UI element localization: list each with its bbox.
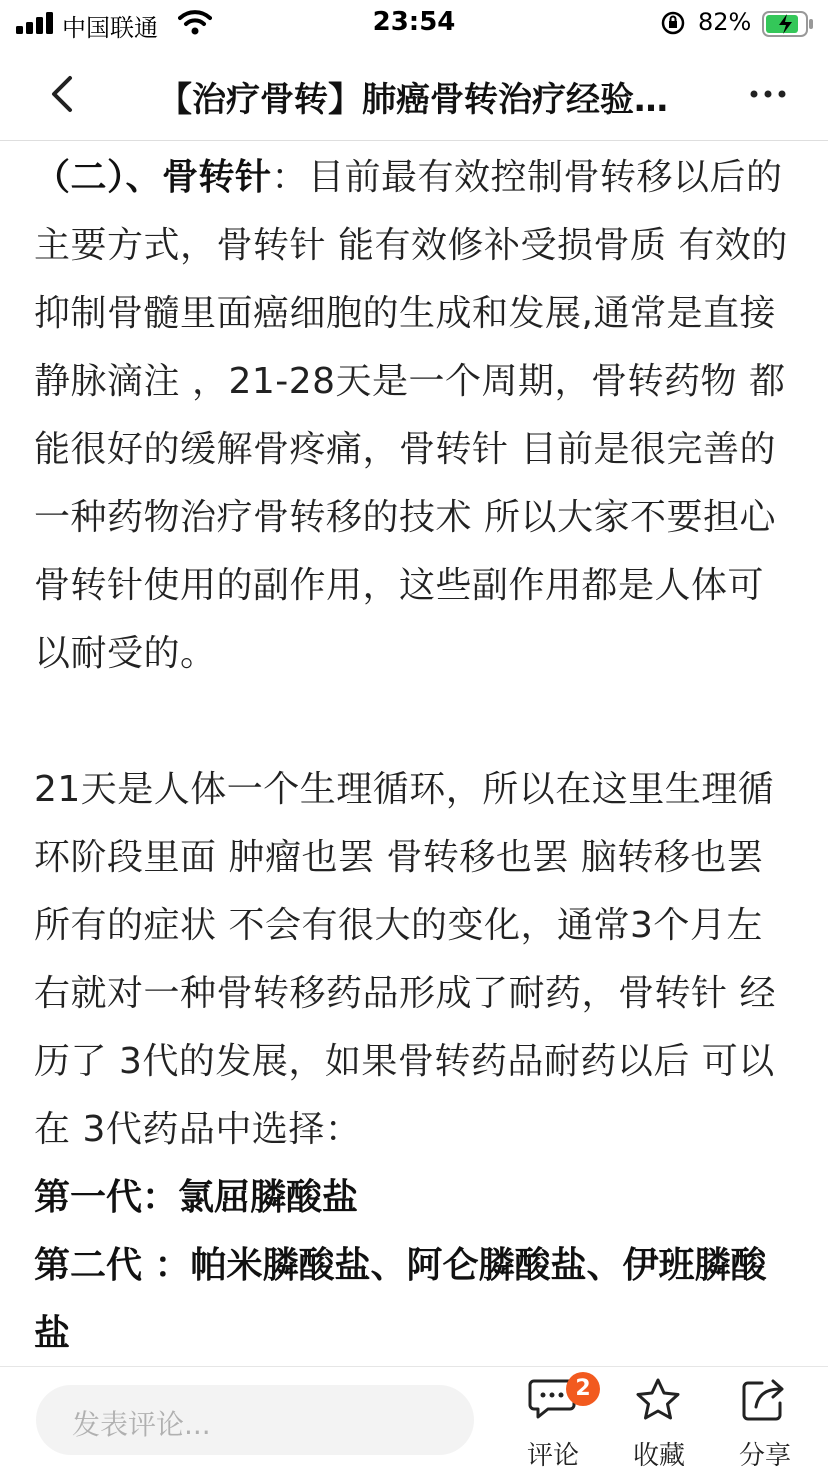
comment-placeholder: 发表评论... [72, 1408, 211, 1441]
status-bar [0, 0, 828, 48]
carrier-name: 中国联通 [62, 14, 158, 42]
comment-label: 评论 [526, 1441, 579, 1471]
article-body [34, 144, 798, 1366]
bottom-action-bar [0, 1366, 828, 1474]
first-generation-line: 第一代：氯屈膦酸盐 [34, 1177, 359, 1218]
section-heading: （二）、骨转针 [34, 157, 272, 198]
more-options-icon[interactable] [748, 88, 788, 100]
share-label: 分享 [738, 1441, 791, 1471]
share-icon [740, 1377, 788, 1423]
share-button[interactable] [720, 1377, 810, 1469]
clock: 23:54 [372, 7, 456, 37]
rotation-lock-icon [660, 10, 686, 36]
second-generation-line: 第二代 ：帕米膦酸盐、阿仑膦酸盐、伊班膦酸盐 [34, 1245, 767, 1354]
comment-count-badge: 2 [566, 1372, 600, 1406]
favorite-label: 收藏 [632, 1441, 685, 1471]
navigation-bar [0, 48, 828, 141]
comment-input[interactable] [36, 1385, 474, 1455]
battery-charging-icon [762, 11, 814, 37]
paragraph-bone-needle [34, 144, 798, 688]
favorite-button[interactable] [614, 1377, 704, 1469]
back-arrow-icon[interactable] [46, 74, 78, 114]
page-title: 【治疗骨转】肺癌骨转治疗经验… [158, 80, 668, 120]
paragraph-drug-resistance: 21天是人体一个生理循环，所以在这里生理循环阶段里面 肿瘤也罢 骨转移也罢 脑转移也罢 所有的症状 不会有很大的变化，通常3个月左右就对一种骨转移药品形成了耐药，骨转针 经历了 3代的发展，如果骨转药品耐药以后 可以在 3代药品中选择： [34, 769, 776, 1150]
paragraph-text: ：目前最有效控制骨转移以后的主要方式，骨转针 能有效修补受损骨质 有效的抑制骨髓里面癌细胞的生成和发展,通常是直接静脉滴注 ，21-28天是一个周期，骨转药物 都能很好的缓解骨疼痛，骨转针 目前是很完善的一种药物治疗骨转移的技术 所以大家不要担心骨转针使用的副作用，这些副作用都是人体可以耐受的。 [34, 157, 788, 674]
battery-percentage: 82% [698, 8, 752, 36]
star-icon [634, 1377, 682, 1423]
